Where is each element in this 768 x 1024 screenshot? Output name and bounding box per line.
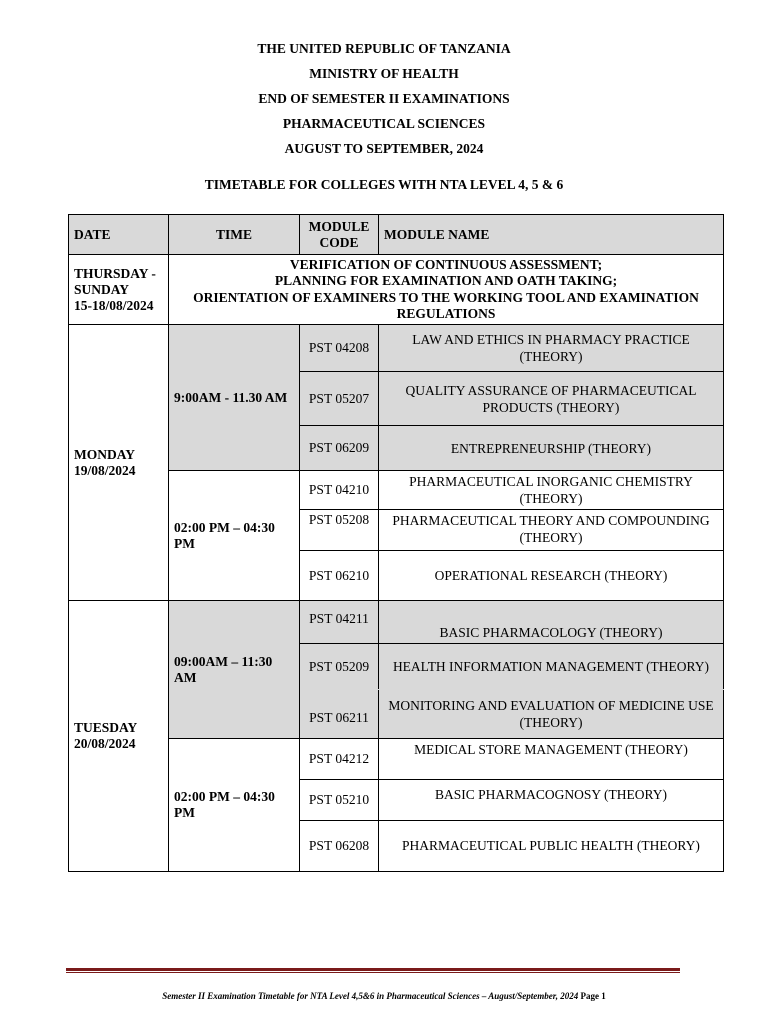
table-row (69, 255, 724, 325)
module-name: HEALTH INFORMATION MANAGEMENT (THEORY) (379, 644, 724, 690)
module-code: PST 04211 (300, 601, 379, 644)
date-cell-monday (69, 325, 169, 601)
table-row (69, 601, 724, 644)
verification-line: PLANNING FOR EXAMINATION AND OATH TAKING; (274, 273, 618, 288)
module-code: PST 06208 (300, 821, 379, 872)
module-code: PST 05210 (300, 780, 379, 821)
column-time: TIME (169, 215, 300, 255)
module-code: PST 06209 (300, 426, 379, 471)
module-name: PHARMACEUTICAL INORGANIC CHEMISTRY (THEORY) (379, 471, 724, 510)
footer-rule (66, 968, 680, 971)
time-slot: 09:00AM – 11:30 AM (169, 601, 300, 739)
module-code: PST 05209 (300, 644, 379, 690)
time-slot: 9:00AM - 11.30 AM (169, 325, 300, 471)
module-code: PST 04208 (300, 325, 379, 372)
column-module-code: MODULE CODE (300, 215, 379, 255)
module-name: PHARMACEUTICAL THEORY AND COMPOUNDING (THEORY) (379, 510, 724, 551)
module-name: QUALITY ASSURANCE OF PHARMACEUTICAL PRODUCTS (THEORY) (379, 372, 724, 426)
module-name: MEDICAL STORE MANAGEMENT (THEORY) (379, 739, 724, 780)
module-code: PST 06210 (300, 551, 379, 601)
header-period: AUGUST TO SEPTEMBER, 2024 (284, 141, 484, 156)
date-line: 15-18/08/2024 (74, 297, 154, 313)
module-code: PST 06211 (300, 690, 379, 739)
date-label: 19/08/2024 (74, 462, 136, 478)
module-code: PST 04212 (300, 739, 379, 780)
table-header-row (69, 215, 724, 255)
page-footer (0, 991, 768, 1001)
module-name: PHARMACEUTICAL PUBLIC HEALTH (THEORY) (379, 821, 724, 872)
date-line: THURSDAY - (74, 265, 156, 281)
module-name: LAW AND ETHICS IN PHARMACY PRACTICE (THEORY) (379, 325, 724, 372)
module-name: MONITORING AND EVALUATION OF MEDICINE USE (THEORY) (379, 690, 724, 739)
document-header (0, 38, 768, 163)
footer-rule-thin (66, 972, 680, 973)
module-name: OPERATIONAL RESEARCH (THEORY) (379, 551, 724, 601)
day-label: TUESDAY (74, 720, 138, 735)
header-country: THE UNITED REPUBLIC OF TANZANIA (257, 41, 511, 56)
column-date: DATE (69, 215, 169, 255)
timetable (68, 214, 724, 872)
module-code: PST 04210 (300, 471, 379, 510)
module-code: PST 05208 (300, 510, 379, 551)
timetable-subtitle: TIMETABLE FOR COLLEGES WITH NTA LEVEL 4, 5 & 6 (204, 177, 564, 192)
module-name: BASIC PHARMACOLOGY (THEORY) (379, 601, 724, 644)
page-number: Page 1 (580, 991, 606, 1001)
module-name: ENTREPRENEURSHIP (THEORY) (379, 426, 724, 471)
verification-cell (169, 255, 724, 325)
verification-line: VERIFICATION OF CONTINUOUS ASSESSMENT; (289, 256, 603, 272)
module-code: PST 05207 (300, 372, 379, 426)
date-cell (69, 255, 169, 325)
module-name: BASIC PHARMACOGNOSY (THEORY) (379, 780, 724, 821)
time-slot: 02:00 PM – 04:30 PM (169, 739, 300, 872)
header-exam: END OF SEMESTER II EXAMINATIONS (258, 91, 510, 106)
time-slot: 02:00 PM – 04:30 PM (169, 471, 300, 601)
column-module-name: MODULE NAME (379, 215, 724, 255)
header-program: PHARMACEUTICAL SCIENCES (282, 116, 486, 131)
date-label: 20/08/2024 (74, 736, 136, 751)
table-row (69, 325, 724, 372)
verification-line: ORIENTATION OF EXAMINERS TO THE WORKING TOOL AND EXAMINATION REGULATIONS (193, 289, 699, 321)
date-line: SUNDAY (74, 281, 130, 297)
day-label: MONDAY (74, 446, 136, 462)
header-ministry: MINISTRY OF HEALTH (309, 66, 459, 81)
footer-text: Semester II Examination Timetable for NTA Level 4,5&6 in Pharmaceutical Sciences – August/September, 2024 (162, 991, 579, 1001)
date-cell-tuesday (69, 601, 169, 872)
